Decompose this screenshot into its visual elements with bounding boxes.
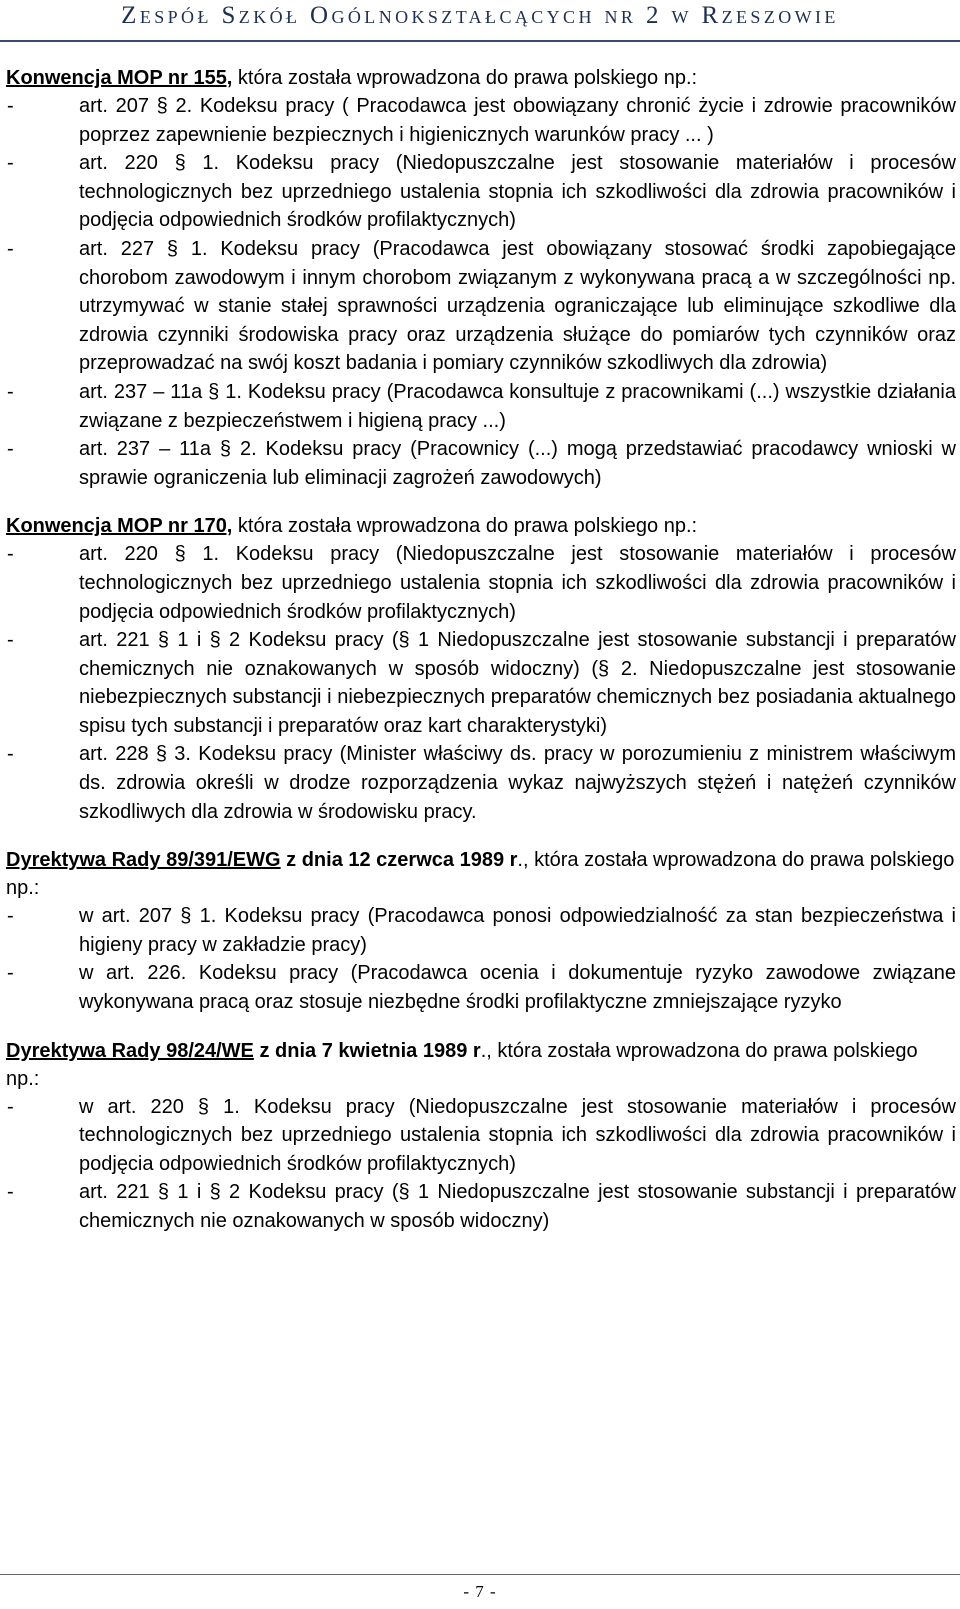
document-body: [6, 64, 956, 1236]
list-item: [6, 235, 956, 378]
list-item-text: art. 221 § 1 i § 2 Kodeksu pracy (§ 1 Niedopuszczalne jest stosowanie substancji i preparatów chemicznych nie oznakowanych w sposób widoczny) (§ 2. Niedopuszczalne jest stosowanie niebezpiecznych substancji i niebezpiecznych preparatów chemicznych bez posiadania aktualnego spisu tych substancji i preparatów oraz kart charakterystyki): [79, 629, 956, 737]
heading-bold-part: z dnia 12 czerwca 1989 r: [280, 849, 518, 872]
list-item: [6, 1093, 956, 1179]
list-item-text: art. 207 § 2. Kodeksu pracy ( Pracodawca jest obowiązany chronić życie i zdrowie pracowników poprzez zapewnienie bezpiecznych i higienicznych warunków pracy ... ): [79, 95, 956, 146]
list-dash: -: [7, 743, 14, 766]
section-konwencja-170: [6, 512, 956, 826]
list-item-text: art. 237 – 11a § 2. Kodeksu pracy (Pracownicy (...) mogą przedstawiać pracodawcy wnioski w sprawie ograniczenia lub eliminacji zagrożeń zawodowych): [79, 438, 956, 489]
heading-underlined-part: Konwencja MOP nr 170,: [6, 515, 233, 538]
heading-underlined-part: Dyrektywa Rady 98/24/WE: [6, 1039, 254, 1062]
list-item: [6, 435, 956, 492]
list-item: [6, 92, 956, 149]
section-heading: [6, 512, 956, 540]
list-item-text: art. 227 § 1. Kodeksu pracy (Pracodawca jest obowiązany stosować środki zapobiegające chorobom zawodowym i innym chorobom związanym z wykonywana pracą a w szczególności np. utrzymywać w stanie stałej sprawności urządzenia ograniczające lub eliminujące szkodliwe dla zdrowia czynniki środowiska pracy oraz urządzenia służące do pomiarów tych czynników oraz przeprowadzać na swój koszt badania i pomiary czynników szkodliwych dla zdrowia): [79, 237, 956, 375]
heading-rest: która została wprowadzona do prawa polskiego np.:: [232, 67, 698, 89]
list-item-text: w art. 226. Kodeksu pracy (Pracodawca ocenia i dokumentuje ryzyko zawodowe związane wykonywana pracą oraz stosuje niezbędne środki profilaktyczne zmniejszające ryzyko: [79, 962, 956, 1014]
heading-rest: ., która została wprowadzona do prawa polskiego np.:: [6, 849, 955, 900]
list-dash: -: [7, 438, 14, 461]
list-item: [6, 626, 956, 740]
list-dash: -: [7, 1181, 14, 1204]
section-dyrektywa-89-391: [6, 846, 956, 1016]
section-heading: [6, 64, 956, 92]
list-item: [6, 959, 956, 1016]
list-item-text: art. 237 – 11a § 1. Kodeksu pracy (Pracodawca konsultuje z pracownikami (...) wszystkie działania związane z bezpieczeństwem i higieną pracy ...): [79, 380, 956, 432]
list-item: [6, 378, 956, 435]
footer-divider: [0, 1574, 960, 1575]
list-item: [6, 740, 956, 826]
section-heading: [6, 1037, 956, 1093]
list-item: [6, 540, 956, 626]
list-item-text: w art. 220 § 1. Kodeksu pracy (Niedopuszczalne jest stosowanie materiałów i procesów technologicznych bez uprzedniego ustalenia stopnia ich szkodliwości dla zdrowia pracowników i podjęcia odpowiednich środków profilaktycznych): [79, 1095, 956, 1175]
list-item-text: w art. 207 § 1. Kodeksu pracy (Pracodawca ponosi odpowiedzialność za stan bezpieczeństwa i higieny pracy w zakładzie pracy): [79, 905, 956, 956]
list-item-text: art. 220 § 1. Kodeksu pracy (Niedopuszczalne jest stosowanie materiałów i procesów technologicznych bez uprzedniego ustalenia stopnia ich szkodliwości dla zdrowia pracowników i podjęcia odpowiednich środków profilaktycznych): [79, 152, 956, 232]
list-dash: -: [7, 237, 14, 260]
list-item-text: art. 221 § 1 i § 2 Kodeksu pracy (§ 1 Niedopuszczalne jest stosowanie substancji i preparatów chemicznych nie oznakowanych w sposób widoczny): [79, 1181, 956, 1232]
header-divider: [0, 40, 960, 42]
heading-bold-part: z dnia 7 kwietnia 1989 r: [253, 1039, 481, 1062]
list-dash: -: [7, 380, 14, 403]
list-dash: -: [7, 543, 14, 566]
section-dyrektywa-98-24: [6, 1037, 956, 1236]
heading-underlined-part: Dyrektywa Rady 89/391/EWG: [6, 849, 281, 872]
list-dash: -: [7, 962, 14, 985]
list-item-text: art. 228 § 3. Kodeksu pracy (Minister właściwy ds. pracy w porozumieniu z ministrem właściwym ds. zdrowia określi w drodze rozporządzenia wykaz najwyższych stężeń i natężeń czynników szkodliwych dla zdrowia w środowisku pracy.: [79, 743, 956, 823]
list-item: [6, 902, 956, 959]
list-item: [6, 1178, 956, 1235]
school-name-title: Zespół Szkół Ogólnokształcących nr 2 w Rzeszowie: [121, 2, 839, 29]
list-item: [6, 149, 956, 235]
list-dash: -: [7, 1095, 14, 1118]
heading-rest: która została wprowadzona do prawa polskiego np.:: [232, 515, 698, 538]
section-konwencja-155: [6, 64, 956, 492]
section-heading: [6, 846, 956, 902]
heading-rest: ., która została wprowadzona do prawa polskiego np.:: [6, 1039, 918, 1090]
list-dash: -: [7, 95, 14, 117]
heading-underlined-part: Konwencja MOP nr 155,: [6, 67, 233, 89]
page-number: - 7 -: [463, 1582, 497, 1601]
list-dash: -: [7, 629, 14, 652]
page-header: [0, 0, 960, 44]
list-dash: -: [7, 152, 14, 175]
list-dash: -: [7, 905, 14, 928]
list-item-text: art. 220 § 1. Kodeksu pracy (Niedopuszczalne jest stosowanie materiałów i procesów technologicznych bez uprzedniego ustalenia stopnia ich szkodliwości dla zdrowia pracowników i podjęcia odpowiednich środków profilaktycznych): [79, 543, 956, 623]
